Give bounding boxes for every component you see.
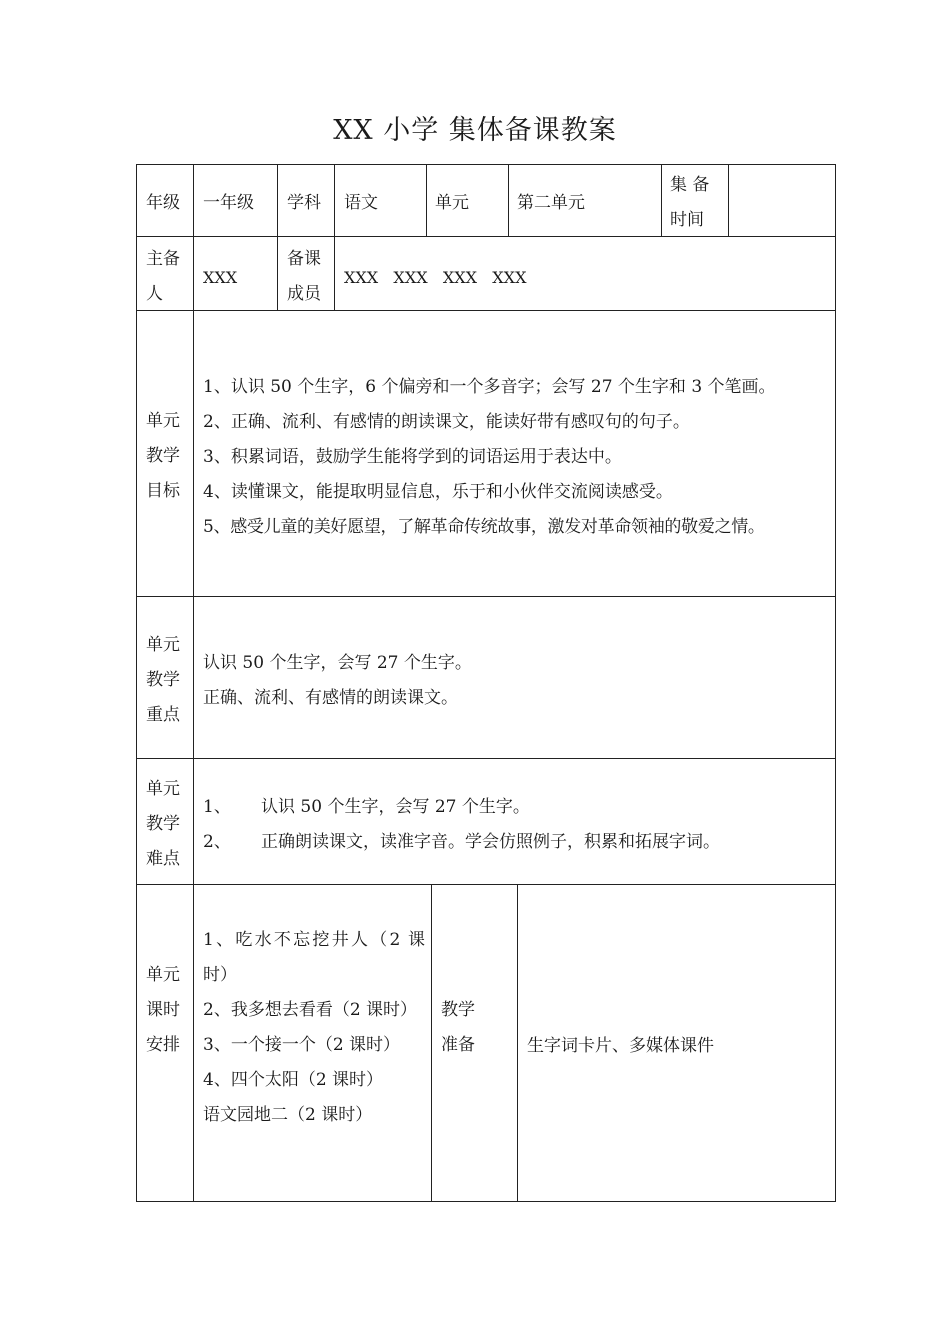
schedule-label: 单元 课时 安排: [146, 965, 180, 1055]
lead-preparer-value: XXX: [203, 268, 238, 287]
list-item: 4、读懂课文，能提取明显信息，乐于和小伙伴交流阅读感受。: [203, 482, 673, 502]
list-item: 3、一个接一个（2 课时）: [203, 1035, 401, 1055]
subject-label: 学科: [287, 193, 321, 213]
goals-label: 单元 教学 目标: [146, 411, 180, 501]
unit-value: 第二单元: [517, 193, 585, 213]
list-item: 1、吃水不忘挖井人（2 课时）: [203, 930, 425, 985]
list-item: 5、感受儿童的美好愿望，了解革命传统故事，激发对革命领袖的敬爱之情。: [203, 517, 765, 537]
subject-value: 语文: [344, 193, 378, 213]
goals-list: [203, 370, 776, 545]
lead-preparer-label-line2: 人: [146, 284, 163, 304]
list-item: 认识 50 个生字，会写 27 个生字。: [203, 653, 472, 673]
page-title: XX 小学 集体备课教案: [333, 115, 617, 146]
grade-label: 年级: [146, 193, 180, 213]
members-label-line2: 成员: [287, 284, 321, 304]
list-item: 2、我多想去看看（2 课时）: [203, 1000, 418, 1020]
difficulties-list: [203, 790, 720, 860]
list-item: 3、积累词语，鼓励学生能将学到的词语运用于表达中。: [203, 447, 622, 467]
lead-preparer-label-line1: 主备: [146, 249, 180, 269]
members-label-line1: 备课: [287, 249, 321, 269]
difficulties-label: 单元 教学 难点: [146, 779, 180, 869]
prep-time-label-line1: 集 备: [670, 175, 710, 195]
list-item: 语文园地二（2 课时）: [203, 1105, 373, 1125]
key-points-list: [203, 646, 472, 716]
list-item: 2、 正确朗读课文，读准字音。学会仿照例子，积累和拓展字词。: [203, 832, 720, 852]
key-points-label: 单元 教学 重点: [146, 635, 180, 725]
list-item: 1、认识 50 个生字，6 个偏旁和一个多音字；会写 27 个生字和 3 个笔画。: [203, 377, 776, 397]
schedule-list: [203, 923, 425, 1133]
prep-time-label-line2: 时间: [670, 210, 704, 230]
grade-value: 一年级: [203, 193, 254, 213]
teaching-prep-value: 生字词卡片、多媒体课件: [527, 1036, 714, 1056]
list-item: 2、正确、流利、有感情的朗读课文，能读好带有感叹句的句子。: [203, 412, 690, 432]
list-item: 正确、流利、有感情的朗读课文。: [203, 688, 458, 708]
list-item: 4、四个太阳（2 课时）: [203, 1070, 384, 1090]
teaching-prep-label: 教学 准备: [441, 1000, 475, 1055]
unit-label: 单元: [435, 193, 469, 213]
members-value: XXX XXX XXX XXX: [344, 268, 527, 287]
list-item: 1、 认识 50 个生字，会写 27 个生字。: [203, 797, 530, 817]
